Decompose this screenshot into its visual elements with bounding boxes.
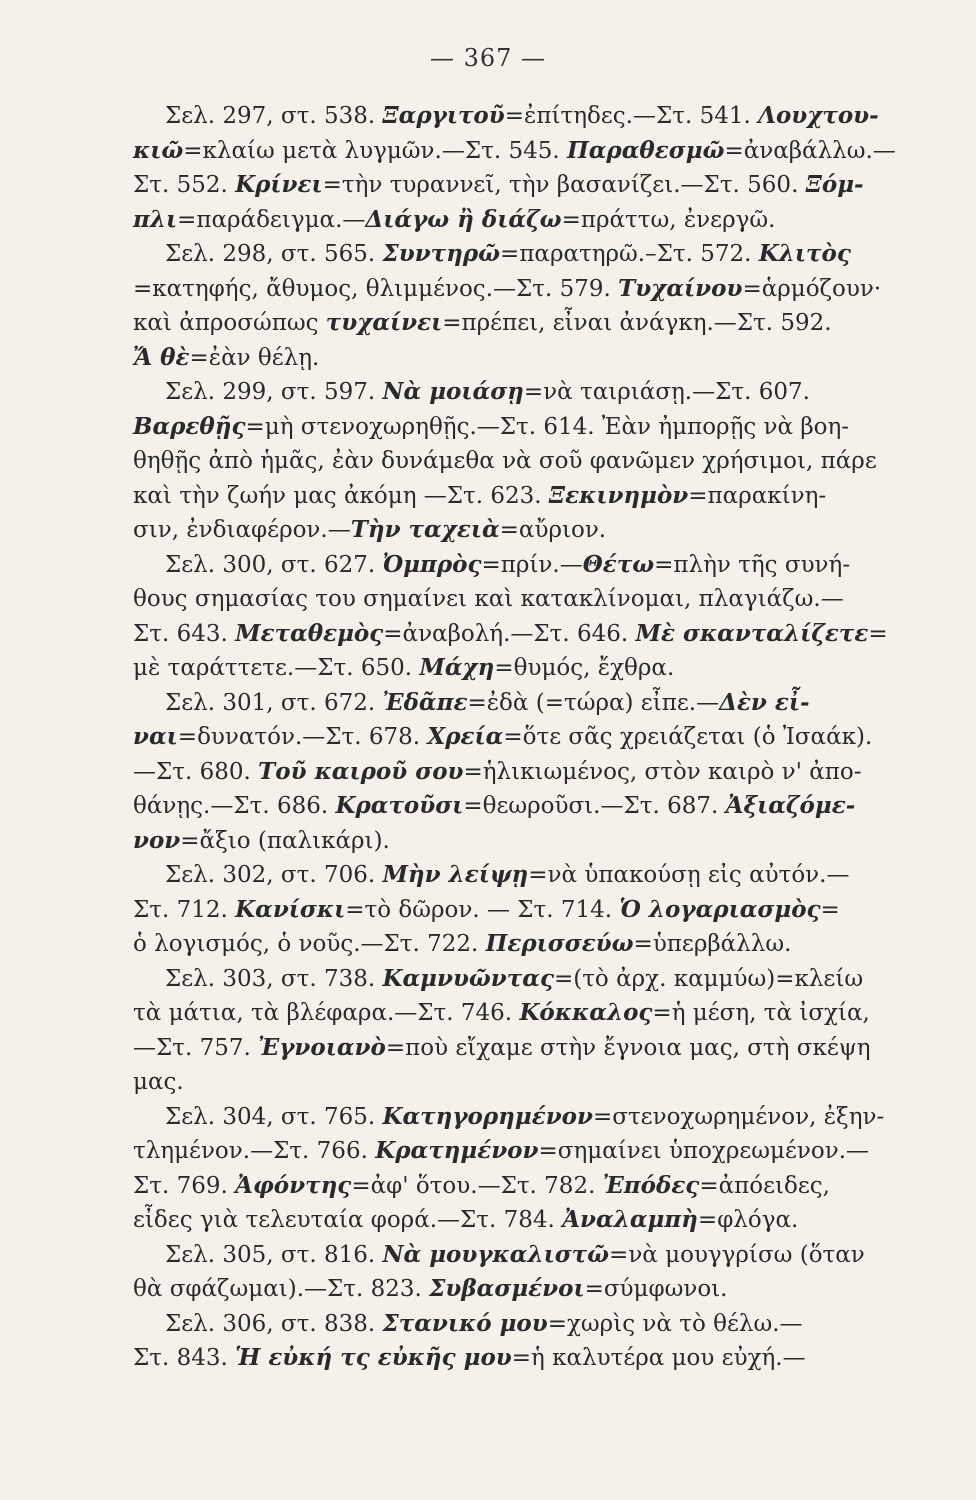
plain-text: =θυμός, ἔχθρα. (494, 655, 675, 681)
plain-text: =ὑπερβάλλω. (633, 931, 792, 957)
plain-text: =τὴν τυραννεῖ, τὴν βασανίζει.—Στ. 560. (322, 172, 806, 198)
headword: Ἀφόντης (235, 1171, 352, 1199)
headword: Βαρεθῇς (133, 412, 246, 440)
headword: Θέτω (582, 550, 655, 578)
plain-text: Στ. 843. (133, 1345, 236, 1371)
plain-text: Σελ. 304, στ. 765. (165, 1103, 383, 1130)
plain-text: =πράττω, ἐνεργῶ. (561, 206, 776, 233)
text-line (133, 513, 839, 548)
headword: Χρεία (427, 723, 504, 750)
headword: ναι (133, 723, 178, 750)
plain-text: τλημένον.—Στ. 766. (133, 1138, 376, 1164)
plain-text: =αὔριον. (499, 517, 607, 543)
plain-text: =ὅτε σᾶς χρειάζεται (ὁ Ἰσαάκ). (503, 724, 873, 750)
plain-text: =ἀναβολή.—Στ. 646. (383, 620, 636, 647)
plain-text: =ποὺ εἴχαμε στὴν ἔγνοια μας, στὴ σκέψη (385, 1034, 871, 1061)
plain-text: =πρίν.— (481, 551, 583, 578)
plain-text: =μὴ στενοχωρηθῇς.—Στ. 614. Ἐὰν ἠμπορῇς νὰ βοη- (245, 413, 850, 440)
plain-text: θηθῇς ἀπὸ ἡμᾶς, ἐὰν δυνάμεθα νὰ σοῦ φανῶμεν χρήσιμοι, πάρε (133, 448, 877, 474)
plain-text: καὶ ἀπροσώπως (133, 310, 326, 336)
headword: Ἄ θὲ (133, 343, 190, 371)
plain-text: Σελ. 303, στ. 738. (165, 965, 383, 992)
plain-text: =ἐδὰ (=τώρα) εἶπε.— (467, 689, 720, 716)
plain-text: =σημαίνει ὑποχρεωμένον.— (538, 1138, 870, 1164)
plain-text: =παρατηρῶ.–Στ. 572. (500, 241, 759, 267)
plain-text: =ἁρμόζουν· (742, 275, 882, 302)
text-line (133, 99, 879, 134)
text-line (133, 1238, 865, 1273)
plain-text: =νὰ ταιριάσῃ.—Στ. 607. (523, 379, 810, 405)
text-line (133, 962, 864, 997)
headword: Ἐγνοιανὸ (258, 1033, 386, 1061)
headword: Νὰ μοιάσῃ (382, 378, 524, 405)
plain-text: = (820, 896, 840, 923)
plain-text: —Στ. 680. (133, 758, 259, 785)
plain-text: Στ. 643. (133, 620, 236, 647)
text-line (133, 203, 839, 238)
plain-text: Σελ. 299, στ. 597. (165, 379, 383, 405)
plain-text: μας. (133, 1069, 184, 1095)
text-line (133, 375, 839, 410)
plain-text: =παράδειγμα.— (177, 206, 366, 233)
plain-text: =ἀπόειδες, (699, 1172, 830, 1199)
plain-text: =πλὴν τῆς συνή- (654, 551, 851, 578)
plain-text: =ἀφ' ὅτου.—Στ. 782. (351, 1172, 603, 1199)
text-line (133, 617, 888, 652)
plain-text: Σελ. 306, στ. 838. (165, 1310, 383, 1337)
headword: Μάχη (419, 654, 495, 681)
headword: Ὀμπρὸς (382, 550, 482, 578)
headword: Ἀξιαζόμε- (725, 792, 856, 819)
headword: Ἐπόδες (602, 1171, 700, 1199)
plain-text: καὶ τὴν ζωήν μας ἀκόμη —Στ. 623. (133, 482, 549, 509)
headword: Κανίσκι (235, 895, 346, 923)
headword: Τὴν ταχειὰ (350, 516, 500, 543)
headword: Δὲν εἶ- (719, 688, 810, 716)
headword: Στανικό μου (382, 1309, 548, 1337)
headword: Περισσεύω (485, 930, 634, 957)
headword: Κόκκαλος (519, 999, 653, 1026)
headword: Ξόμ- (805, 171, 864, 198)
plain-text: =πρέπει, εἶναι ἀνάγκη.—Στ. 592. (442, 310, 832, 336)
text-line (133, 1100, 885, 1135)
text-line (133, 1272, 839, 1307)
text-line (133, 1307, 839, 1342)
headword: Παραθεσμῶ (566, 136, 725, 164)
text-line (133, 755, 862, 790)
plain-text: =παρακίνη- (688, 482, 827, 509)
plain-text: Σελ. 298, στ. 565. (165, 241, 383, 267)
plain-text: =ἐὰν θέλῃ. (189, 344, 320, 371)
text-line (133, 410, 850, 445)
headword: Ξεκινημὸν (548, 481, 689, 509)
headword: Ἐδᾶπε (382, 688, 468, 716)
headword: κιῶ (133, 136, 184, 164)
headword: Ξαργιτοῦ (382, 102, 505, 129)
glossary-notes (133, 99, 896, 1376)
text-line (133, 927, 839, 962)
plain-text: Σελ. 302, στ. 706. (165, 862, 383, 888)
text-line (133, 134, 896, 169)
headword: Μὴν λείψῃ (382, 861, 529, 888)
plain-text: =ἡ καλυτέρα μου εὐχή.— (511, 1345, 806, 1371)
plain-text: =ἡ μέση, τὰ ἰσχία, (652, 1000, 870, 1026)
headword: Κρατοῦσι (335, 792, 464, 819)
text-line (133, 1134, 870, 1169)
headword: Καμνυῶντας (382, 964, 554, 992)
headword: τυχαίνει (325, 309, 443, 336)
text-line (133, 686, 839, 721)
text-line (133, 1341, 839, 1376)
plain-text: εἶδες γιὰ τελευταία φορά.—Στ. 784. (133, 1207, 563, 1233)
plain-text: —Στ. 757. (133, 1034, 259, 1061)
plain-text: = (868, 620, 888, 647)
plain-text: θους σημασίας του σημαίνει καὶ κατακλίνομαι, πλαγιάζω.— (133, 586, 844, 612)
plain-text: =τὸ δῶρον. — Στ. 714. (345, 896, 620, 923)
text-line (133, 1169, 839, 1204)
plain-text: =ἐπίτηδες.—Στ. 541. (504, 103, 759, 129)
plain-text: Στ. 769. (133, 1172, 236, 1199)
headword: Κρίνει (235, 171, 323, 198)
page-number: — 367 — (429, 44, 547, 72)
text-line (133, 1203, 839, 1238)
headword: Λουχτου- (758, 102, 879, 129)
plain-text: =ἡλικιωμένος, στὸν καιρὸ ν' ἀπο- (463, 758, 862, 785)
plain-text: =ἄξιο (παλικάρι). (180, 827, 390, 854)
headword: Ἀναλαμπὴ (562, 1206, 698, 1233)
headword: Ἡ εὐκή τς εὐκῆς μου (235, 1344, 512, 1371)
plain-text: =νὰ μουγγρίσω (ὅταν (609, 1241, 865, 1268)
text-line (133, 858, 850, 893)
headword: πλι (133, 205, 178, 233)
headword: Κατηγορημένον (382, 1102, 593, 1130)
headword: Μεταθεμὸς (235, 619, 384, 647)
plain-text: =σύμφωνοι. (584, 1276, 728, 1302)
headword: Τοῦ καιροῦ σου (258, 757, 464, 785)
text-line (133, 341, 839, 376)
text-line (133, 237, 851, 272)
text-line (133, 651, 839, 686)
headword: Συβασμένοι (429, 1275, 585, 1302)
plain-text: τὰ μάτια, τὰ βλέφαρα.—Στ. 746. (133, 1000, 520, 1026)
plain-text: ὁ λογισμός, ὁ νοῦς.—Στ. 722. (133, 931, 486, 957)
headword: Κρατημένον (375, 1137, 539, 1164)
text-line (133, 306, 839, 341)
text-line (133, 548, 851, 583)
text-line (133, 1065, 839, 1100)
plain-text: =ἀναβάλλω.— (724, 137, 896, 164)
text-line (133, 1031, 871, 1066)
plain-text: Στ. 552. (133, 172, 236, 198)
plain-text: Στ. 712. (133, 896, 236, 923)
plain-text: Σελ. 300, στ. 627. (165, 551, 383, 578)
headword: νον (133, 826, 181, 854)
plain-text: μὲ ταράττετε.—Στ. 650. (133, 655, 420, 681)
plain-text: =κλαίω μετὰ λυγμῶν.—Στ. 545. (183, 137, 567, 164)
text-line (133, 720, 873, 755)
text-line (133, 479, 839, 514)
plain-text: σιν, ἐνδιαφέρον.— (133, 517, 351, 543)
plain-text: Σελ. 301, στ. 672. (165, 689, 383, 716)
headword: Τυχαίνου (618, 274, 743, 302)
plain-text: =κατηφής, ἄθυμος, θλιμμένος.—Στ. 579. (133, 275, 619, 302)
plain-text: =νὰ ὑπακούσῃ εἰς αὐτόν.— (528, 862, 850, 888)
plain-text: =στενοχωρημένον, ἐξην- (592, 1103, 885, 1130)
plain-text: θάνῃς.—Στ. 686. (133, 793, 336, 819)
headword: Ὁ λογαριασμὸς (619, 895, 821, 923)
text-line (133, 996, 870, 1031)
text-line (133, 168, 864, 203)
text-line (133, 824, 839, 859)
plain-text: =θεωροῦσι.—Στ. 687. (463, 793, 726, 819)
headword: Διάγω ἢ διάζω (365, 205, 562, 233)
text-line (133, 789, 856, 824)
headword: Συντηρῶ (382, 240, 501, 267)
headword: Μὲ σκανταλίζετε (635, 619, 869, 647)
text-line (133, 582, 844, 617)
text-line (133, 272, 882, 307)
plain-text: =φλόγα. (697, 1207, 799, 1233)
plain-text: =(τὸ ἀρχ. καμμύω)=κλείω (553, 965, 864, 992)
plain-text: =δυνατόν.—Στ. 678. (177, 724, 428, 750)
headword: Κλιτὸς (758, 240, 851, 267)
plain-text: θὰ σφάζωμαι).—Στ. 823. (133, 1276, 430, 1302)
plain-text: Σελ. 297, στ. 538. (165, 103, 383, 129)
plain-text: =χωρὶς νὰ τὸ θέλω.— (547, 1310, 803, 1337)
text-line (133, 893, 839, 928)
plain-text: Σελ. 305, στ. 816. (165, 1241, 383, 1268)
headword: Νὰ μουγκαλιστῶ (382, 1240, 610, 1268)
text-line (133, 444, 877, 479)
